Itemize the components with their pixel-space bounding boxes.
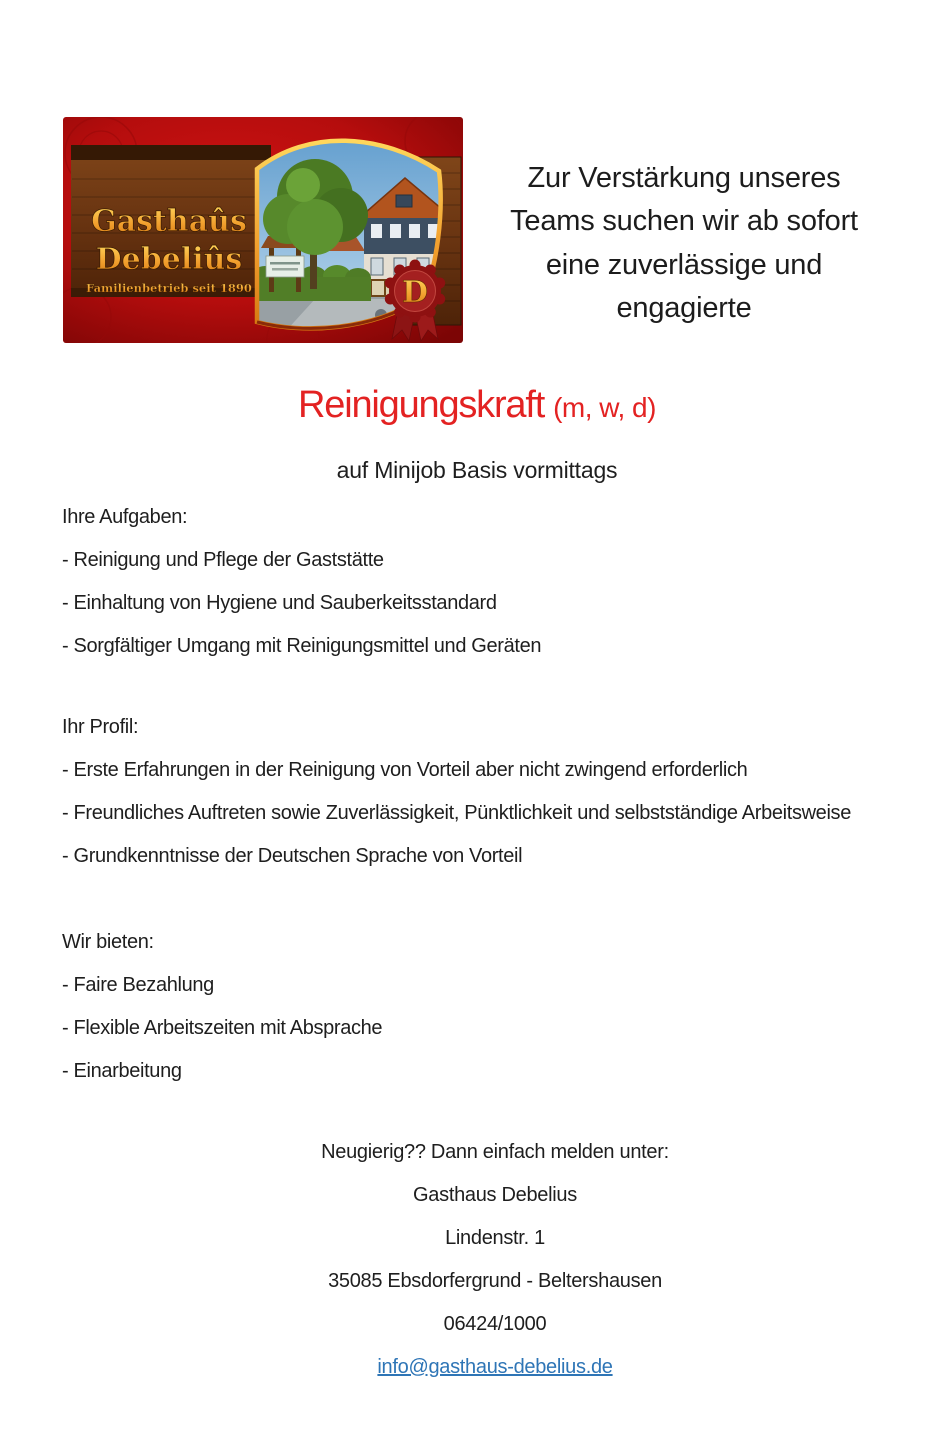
sign-tagline: Familienbetrieb seit 1890 (86, 281, 252, 295)
list-item: - Einarbeitung (62, 1060, 182, 1082)
contact-name: Gasthaus Debelius (413, 1184, 577, 1206)
list-item: - Flexible Arbeitszeiten mit Absprache (62, 1017, 383, 1039)
email-link[interactable]: info@gasthaus-debelius.de (377, 1356, 613, 1378)
contact-block (72, 1131, 918, 1389)
intro-line: eine zuverlässige und (545, 248, 823, 281)
list-item: - Faire Bezahlung (62, 974, 214, 996)
section-profil (62, 706, 851, 878)
section-heading: Ihre Aufgaben: (62, 506, 188, 528)
list-item: - Sorgfältiger Umgang mit Reinigungsmittel und Geräten (62, 635, 542, 657)
section-heading: Ihr Profil: (62, 716, 139, 738)
contact-phone: 06424/1000 (443, 1313, 547, 1335)
list-item: - Einhaltung von Hygiene und Sauberkeitsstandard (62, 592, 497, 614)
intro-line: Zur Verstärkung unseres (527, 162, 841, 194)
list-item: - Freundliches Auftreten sowie Zuverlässigkeit, Pünktlichkeit und selbstständige Arbeitsweise (62, 802, 851, 824)
sign-title-line1: Gasthaûs (91, 204, 247, 239)
header-banner (63, 117, 463, 343)
job-title (62, 384, 892, 427)
contact-city: 35085 Ebsdorfergrund - Beltershausen (328, 1270, 662, 1292)
job-subtitle: auf Minijob Basis vormittags (336, 457, 618, 483)
contact-cta: Neugierig?? Dann einfach melden unter: (321, 1141, 669, 1163)
list-item: - Grundkenntnisse der Deutschen Sprache von Vorteil (62, 845, 523, 867)
list-item: - Erste Erfahrungen in der Reinigung von Vorteil aber nicht zwingend erforderlich (62, 759, 748, 781)
sign-title-line2: Debeliûs (95, 242, 243, 277)
section-aufgaben (62, 496, 541, 668)
contact-street: Lindenstr. 1 (445, 1227, 545, 1249)
list-item: - Reinigung und Pflege der Gaststätte (62, 549, 384, 571)
job-title-suffix: (m, w, d) (553, 392, 656, 423)
seal-letter: D (401, 275, 429, 310)
intro-line: engagierte (616, 291, 752, 324)
intro-paragraph (459, 157, 909, 330)
job-title-main: Reinigungskraft (298, 384, 545, 426)
section-heading: Wir bieten: (62, 931, 154, 953)
intro-line: Teams suchen wir ab sofort (510, 205, 858, 238)
banner-wood-sign (71, 145, 271, 297)
banner-graphic (63, 117, 463, 343)
section-bieten (62, 921, 382, 1093)
